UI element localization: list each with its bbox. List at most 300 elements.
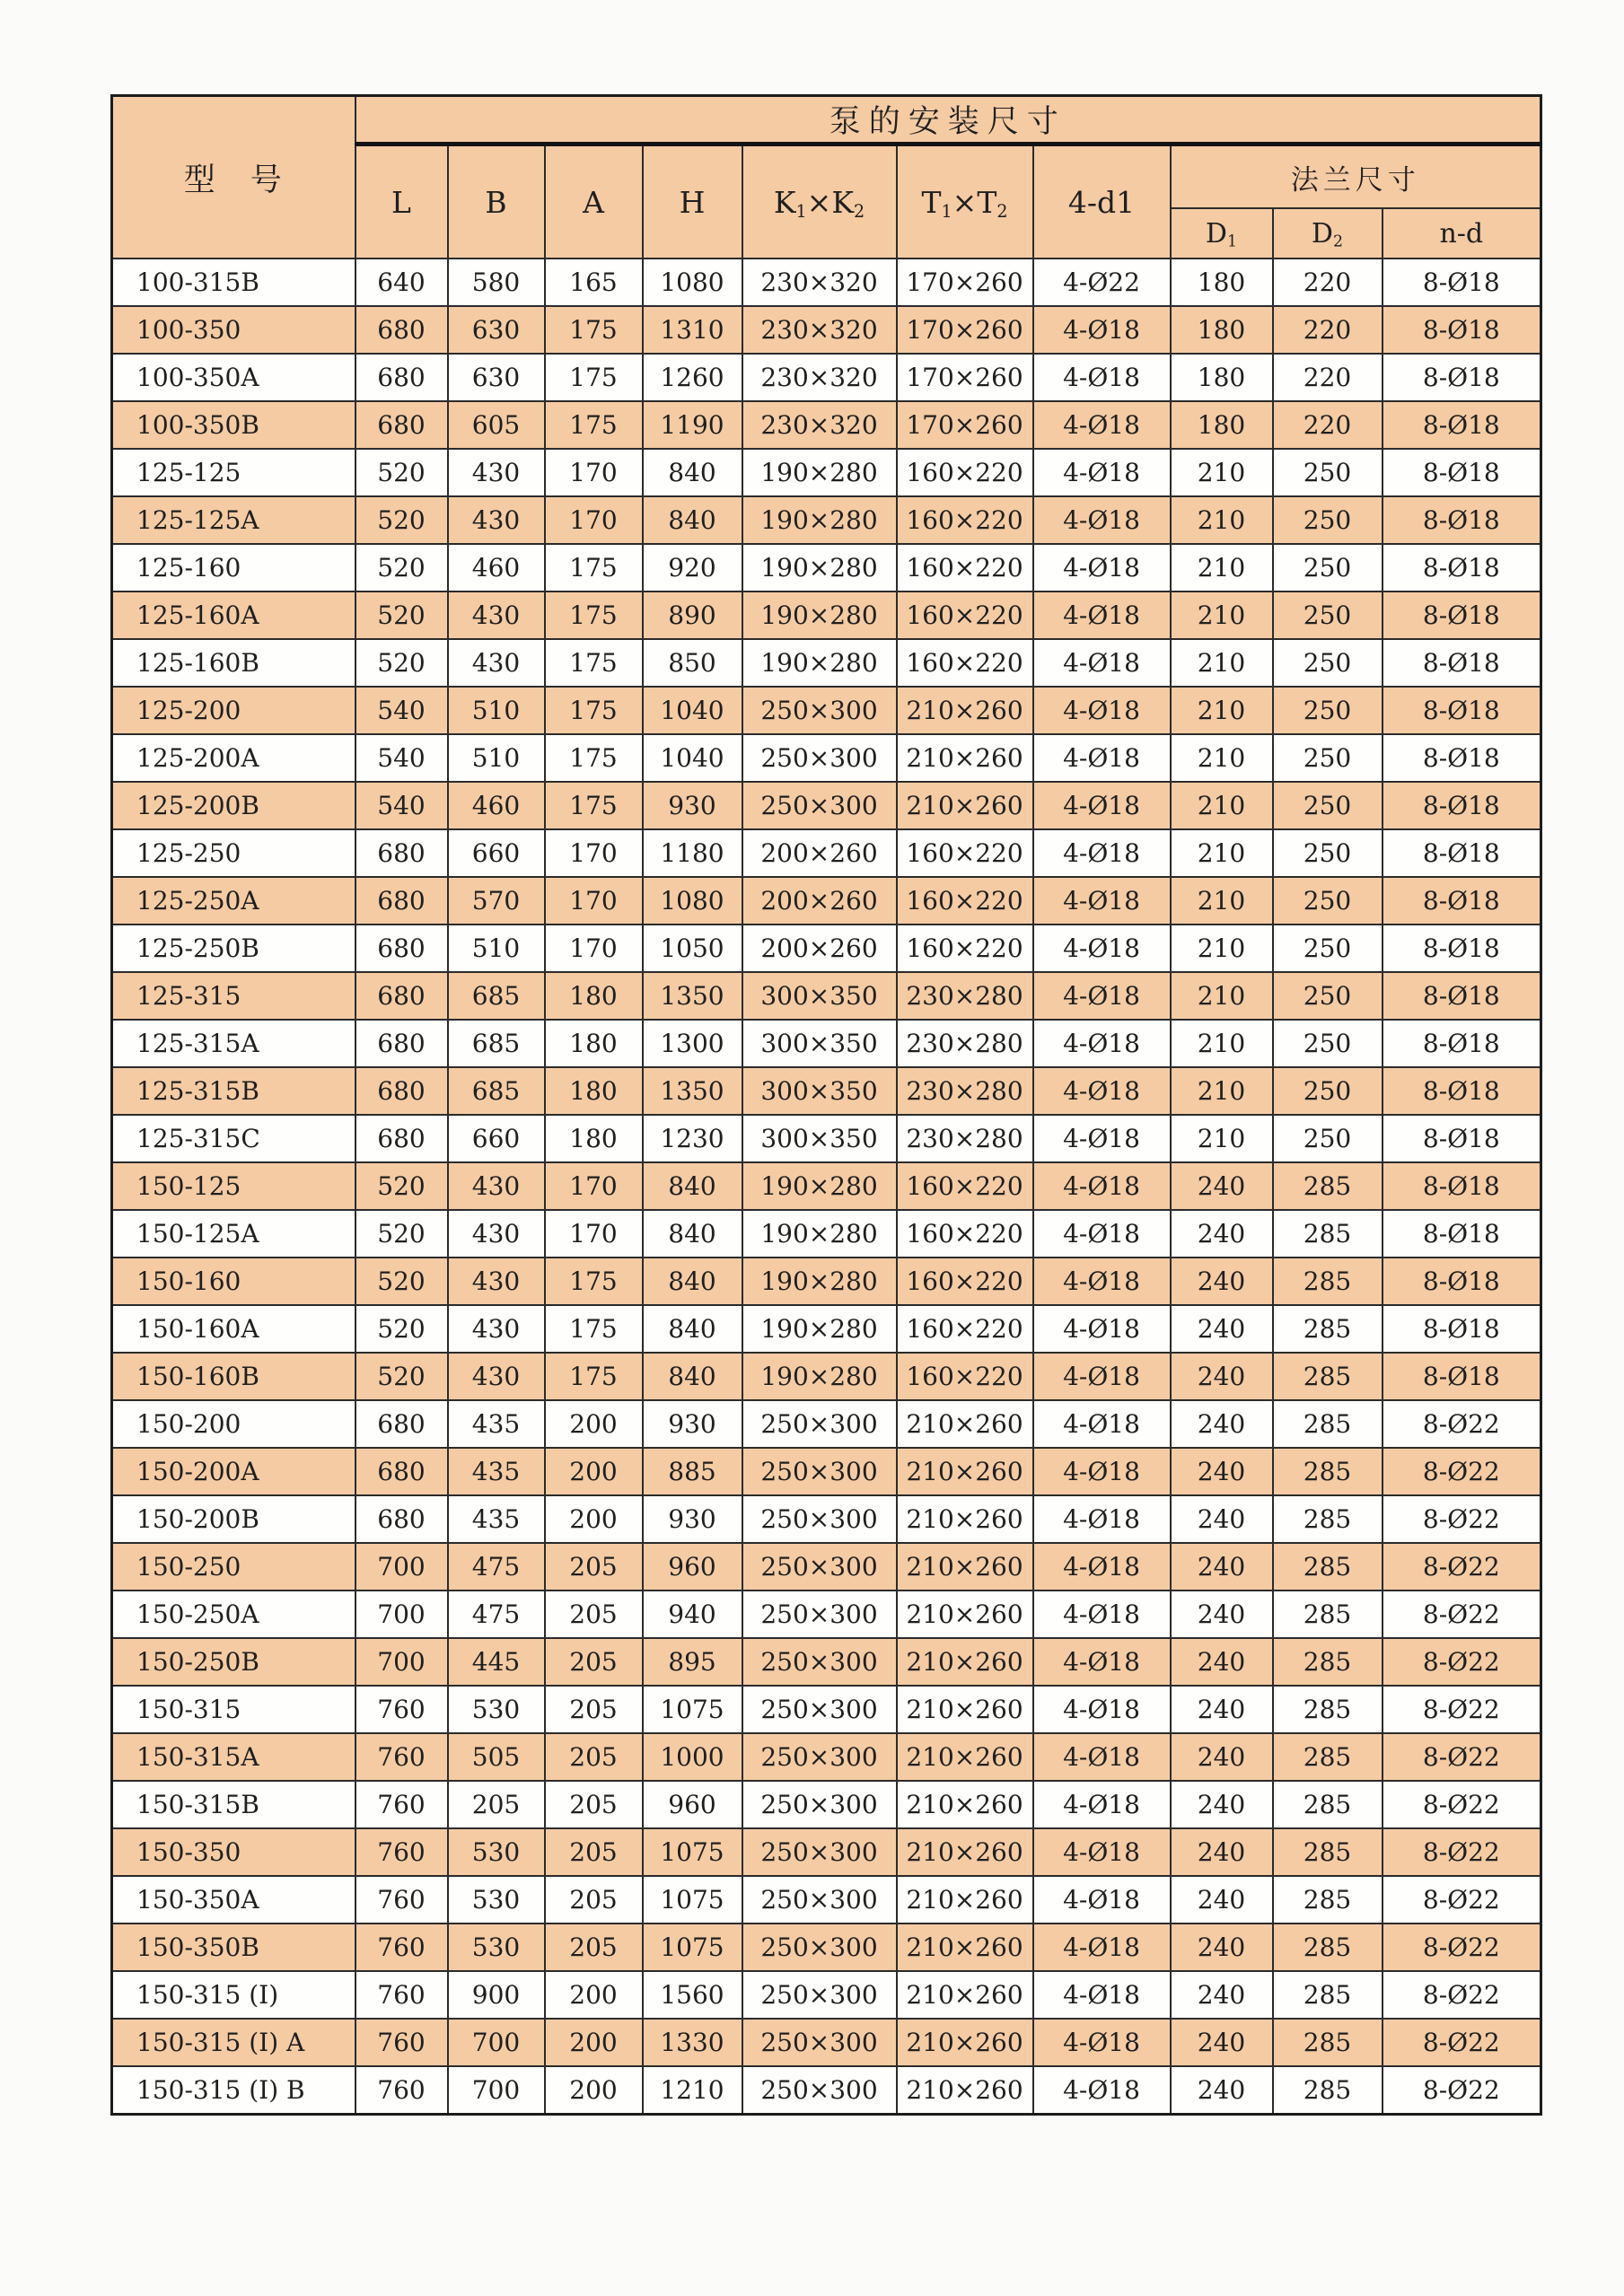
cell-D2: 220 [1273,354,1383,401]
cell-T1xT2: 210×260 [897,1876,1033,1924]
cell-model: 150-315 (I) A [112,2019,356,2066]
cell-T1xT2: 210×260 [897,1400,1033,1448]
cell-nd: 8-Ø18 [1383,639,1541,687]
cell-A: 175 [545,354,643,401]
cell-H: 895 [643,1638,742,1686]
cell-D1: 240 [1171,1638,1273,1686]
cell-model: 125-250 [112,829,356,877]
t2-base: T [977,184,997,220]
cell-nd: 8-Ø18 [1383,925,1541,972]
cell-H: 1075 [643,1924,742,1971]
cell-B: 570 [448,877,545,925]
cell-D2: 285 [1273,1971,1383,2019]
cell-H: 840 [643,496,742,544]
cell-B: 430 [448,496,545,544]
cell-T1xT2: 210×260 [897,1733,1033,1781]
cell-H: 1075 [643,1686,742,1733]
cell-model: 125-315B [112,1067,356,1115]
cell-4d1: 4-Ø18 [1033,829,1171,877]
multiply-sign: × [806,184,832,220]
cell-4d1: 4-Ø18 [1033,1828,1171,1876]
cell-nd: 8-Ø18 [1383,1115,1541,1162]
table-row [112,544,1541,592]
cell-T1xT2: 160×220 [897,1353,1033,1400]
cell-model: 125-315 [112,972,356,1020]
cell-D1: 210 [1171,972,1273,1020]
cell-D2: 285 [1273,2066,1383,2115]
cell-4d1: 4-Ø18 [1033,544,1171,592]
cell-L: 680 [356,1495,448,1543]
cell-model: 125-125A [112,496,356,544]
cell-K1xK2: 190×280 [742,1353,897,1400]
cell-nd: 8-Ø22 [1383,1924,1541,1971]
cell-B: 430 [448,1162,545,1210]
cell-model: 100-350B [112,401,356,449]
cell-model: 150-315A [112,1733,356,1781]
cell-T1xT2: 210×260 [897,1828,1033,1876]
cell-L: 520 [356,544,448,592]
cell-B: 685 [448,1020,545,1067]
table-row [112,1733,1541,1781]
cell-A: 200 [545,1971,643,2019]
header-col-4d1: 4-d1 [1033,145,1171,259]
cell-4d1: 4-Ø18 [1033,449,1171,496]
cell-D1: 240 [1171,1591,1273,1638]
cell-T1xT2: 210×260 [897,2019,1033,2066]
cell-model: 150-250 [112,1543,356,1591]
cell-K1xK2: 200×260 [742,877,897,925]
cell-H: 1075 [643,1828,742,1876]
cell-4d1: 4-Ø18 [1033,877,1171,925]
cell-H: 885 [643,1448,742,1495]
table-row [112,496,1541,544]
cell-4d1: 4-Ø18 [1033,972,1171,1020]
cell-nd: 8-Ø22 [1383,1591,1541,1638]
cell-D1: 210 [1171,449,1273,496]
table-row [112,1781,1541,1828]
cell-D2: 220 [1273,401,1383,449]
cell-K1xK2: 300×350 [742,1067,897,1115]
cell-A: 175 [545,782,643,829]
cell-L: 760 [356,2066,448,2115]
cell-B: 460 [448,782,545,829]
cell-model: 150-250A [112,1591,356,1638]
cell-model: 150-200 [112,1400,356,1448]
cell-4d1: 4-Ø18 [1033,1020,1171,1067]
cell-model: 125-315A [112,1020,356,1067]
table-row [112,1971,1541,2019]
cell-D2: 250 [1273,496,1383,544]
cell-K1xK2: 190×280 [742,449,897,496]
cell-T1xT2: 210×260 [897,1971,1033,2019]
table-row [112,2066,1541,2115]
cell-D2: 285 [1273,1495,1383,1543]
cell-D1: 240 [1171,1733,1273,1781]
cell-nd: 8-Ø18 [1383,496,1541,544]
cell-4d1: 4-Ø18 [1033,1448,1171,1495]
cell-4d1: 4-Ø18 [1033,354,1171,401]
cell-nd: 8-Ø22 [1383,1400,1541,1448]
cell-H: 1075 [643,1876,742,1924]
header-col-B: B [448,145,545,259]
cell-nd: 8-Ø18 [1383,1162,1541,1210]
d1-base: D [1205,217,1227,250]
table-row [112,1067,1541,1115]
cell-model: 150-350B [112,1924,356,1971]
cell-A: 205 [545,1591,643,1638]
cell-A: 170 [545,1210,643,1258]
cell-K1xK2: 230×320 [742,401,897,449]
cell-B: 510 [448,734,545,782]
cell-D1: 240 [1171,1400,1273,1448]
cell-A: 175 [545,1305,643,1353]
cell-H: 960 [643,1781,742,1828]
cell-L: 680 [356,306,448,354]
cell-T1xT2: 170×260 [897,354,1033,401]
cell-B: 430 [448,1210,545,1258]
cell-model: 125-200A [112,734,356,782]
table-row [112,639,1541,687]
table-row [112,1210,1541,1258]
cell-4d1: 4-Ø18 [1033,1400,1171,1448]
cell-B: 460 [448,544,545,592]
k1-subscript: 1 [795,200,807,222]
cell-H: 1310 [643,306,742,354]
cell-D2: 250 [1273,734,1383,782]
cell-4d1: 4-Ø18 [1033,1591,1171,1638]
cell-H: 1190 [643,401,742,449]
cell-D2: 285 [1273,1162,1383,1210]
cell-D1: 240 [1171,1258,1273,1305]
cell-L: 520 [356,1210,448,1258]
cell-4d1: 4-Ø18 [1033,496,1171,544]
table-row [112,1638,1541,1686]
cell-D2: 285 [1273,1686,1383,1733]
cell-H: 930 [643,1400,742,1448]
cell-4d1: 4-Ø18 [1033,639,1171,687]
cell-K1xK2: 250×300 [742,1971,897,2019]
cell-4d1: 4-Ø18 [1033,1686,1171,1733]
table-row [112,829,1541,877]
cell-nd: 8-Ø18 [1383,1353,1541,1400]
cell-L: 760 [356,1686,448,1733]
cell-model: 150-315 [112,1686,356,1733]
cell-model: 100-350 [112,306,356,354]
cell-model: 125-250B [112,925,356,972]
cell-model: 150-350A [112,1876,356,1924]
cell-L: 760 [356,1828,448,1876]
cell-4d1: 4-Ø18 [1033,401,1171,449]
cell-D1: 240 [1171,1876,1273,1924]
cell-L: 540 [356,734,448,782]
cell-H: 1050 [643,925,742,972]
cell-D2: 285 [1273,1876,1383,1924]
cell-T1xT2: 210×260 [897,734,1033,782]
cell-L: 520 [356,1162,448,1210]
cell-A: 180 [545,1020,643,1067]
cell-A: 200 [545,1400,643,1448]
cell-model: 125-200B [112,782,356,829]
header-row-top [112,96,1541,145]
cell-K1xK2: 250×300 [742,687,897,734]
cell-K1xK2: 250×300 [742,2019,897,2066]
cell-nd: 8-Ø22 [1383,1638,1541,1686]
cell-nd: 8-Ø18 [1383,1258,1541,1305]
cell-B: 530 [448,1686,545,1733]
table-row [112,1543,1541,1591]
cell-L: 680 [356,1067,448,1115]
cell-H: 1260 [643,354,742,401]
cell-A: 175 [545,592,643,639]
table-row [112,925,1541,972]
cell-H: 1000 [643,1733,742,1781]
cell-nd: 8-Ø22 [1383,1971,1541,2019]
cell-K1xK2: 190×280 [742,1258,897,1305]
cell-L: 680 [356,354,448,401]
cell-A: 175 [545,1258,643,1305]
cell-D1: 240 [1171,2066,1273,2115]
cell-L: 760 [356,1924,448,1971]
t1-subscript: 1 [941,200,952,222]
cell-T1xT2: 230×280 [897,972,1033,1020]
cell-B: 580 [448,259,545,306]
cell-D2: 285 [1273,1638,1383,1686]
table-row [112,972,1541,1020]
cell-nd: 8-Ø18 [1383,687,1541,734]
cell-T1xT2: 160×220 [897,544,1033,592]
cell-D2: 250 [1273,972,1383,1020]
cell-H: 840 [643,449,742,496]
cell-A: 175 [545,639,643,687]
cell-D2: 250 [1273,544,1383,592]
cell-model: 125-125 [112,449,356,496]
table-row [112,1828,1541,1876]
table-row [112,354,1541,401]
cell-B: 430 [448,1305,545,1353]
header-col-H: H [643,145,742,259]
cell-T1xT2: 160×220 [897,1210,1033,1258]
cell-B: 605 [448,401,545,449]
cell-A: 175 [545,734,643,782]
cell-H: 920 [643,544,742,592]
cell-H: 1350 [643,1067,742,1115]
cell-4d1: 4-Ø18 [1033,2066,1171,2115]
cell-D2: 285 [1273,1353,1383,1400]
cell-4d1: 4-Ø22 [1033,259,1171,306]
cell-H: 1180 [643,829,742,877]
cell-K1xK2: 250×300 [742,1448,897,1495]
cell-D2: 285 [1273,1448,1383,1495]
cell-D1: 240 [1171,1543,1273,1591]
cell-nd: 8-Ø18 [1383,877,1541,925]
cell-H: 930 [643,1495,742,1543]
table-row [112,734,1541,782]
cell-A: 175 [545,544,643,592]
table-row [112,687,1541,734]
cell-K1xK2: 250×300 [742,1924,897,1971]
cell-4d1: 4-Ø18 [1033,1258,1171,1305]
cell-model: 150-125 [112,1162,356,1210]
d1-subscript: 1 [1226,232,1238,250]
cell-4d1: 4-Ø18 [1033,1924,1171,1971]
cell-model: 150-315 (I) B [112,2066,356,2115]
cell-4d1: 4-Ø18 [1033,1733,1171,1781]
cell-D1: 180 [1171,354,1273,401]
d2-base: D [1311,217,1333,250]
cell-L: 540 [356,782,448,829]
table-row [112,2019,1541,2066]
cell-nd: 8-Ø22 [1383,1495,1541,1543]
header-col-nd: n-d [1383,208,1541,259]
cell-T1xT2: 210×260 [897,1543,1033,1591]
cell-L: 680 [356,877,448,925]
cell-nd: 8-Ø18 [1383,592,1541,639]
cell-T1xT2: 160×220 [897,877,1033,925]
cell-T1xT2: 210×260 [897,1591,1033,1638]
cell-D2: 285 [1273,1258,1383,1305]
cell-K1xK2: 250×300 [742,1495,897,1543]
header-col-T1xT2 [897,145,1033,259]
cell-K1xK2: 250×300 [742,734,897,782]
cell-D1: 210 [1171,925,1273,972]
cell-D1: 240 [1171,1924,1273,1971]
cell-D1: 240 [1171,2019,1273,2066]
cell-T1xT2: 160×220 [897,1258,1033,1305]
cell-nd: 8-Ø22 [1383,1781,1541,1828]
cell-B: 505 [448,1733,545,1781]
cell-D2: 285 [1273,1781,1383,1828]
cell-L: 520 [356,1305,448,1353]
table-header [112,96,1541,259]
cell-B: 510 [448,687,545,734]
cell-T1xT2: 160×220 [897,496,1033,544]
table-body [112,259,1541,2115]
cell-T1xT2: 230×280 [897,1020,1033,1067]
cell-D2: 285 [1273,1924,1383,1971]
cell-L: 520 [356,639,448,687]
cell-A: 170 [545,829,643,877]
cell-H: 1080 [643,259,742,306]
cell-model: 150-250B [112,1638,356,1686]
cell-A: 170 [545,1162,643,1210]
table-row [112,1162,1541,1210]
cell-K1xK2: 250×300 [742,782,897,829]
cell-B: 530 [448,1828,545,1876]
cell-4d1: 4-Ø18 [1033,782,1171,829]
cell-T1xT2: 160×220 [897,449,1033,496]
cell-K1xK2: 190×280 [742,496,897,544]
table-row [112,259,1541,306]
cell-L: 760 [356,1971,448,2019]
cell-nd: 8-Ø22 [1383,1448,1541,1495]
cell-A: 180 [545,1067,643,1115]
cell-H: 840 [643,1353,742,1400]
k2-subscript: 2 [853,200,865,222]
cell-B: 435 [448,1400,545,1448]
cell-T1xT2: 160×220 [897,925,1033,972]
cell-L: 700 [356,1638,448,1686]
cell-D2: 250 [1273,782,1383,829]
cell-4d1: 4-Ø18 [1033,1115,1171,1162]
cell-K1xK2: 250×300 [742,1400,897,1448]
cell-A: 175 [545,1353,643,1400]
cell-L: 540 [356,687,448,734]
cell-K1xK2: 230×320 [742,259,897,306]
cell-model: 150-160 [112,1258,356,1305]
cell-K1xK2: 190×280 [742,1305,897,1353]
cell-L: 680 [356,401,448,449]
cell-D2: 250 [1273,449,1383,496]
cell-D1: 210 [1171,782,1273,829]
cell-A: 170 [545,877,643,925]
header-col-A: A [545,145,643,259]
cell-D2: 285 [1273,1543,1383,1591]
cell-B: 510 [448,925,545,972]
cell-T1xT2: 210×260 [897,2066,1033,2115]
cell-T1xT2: 160×220 [897,639,1033,687]
cell-H: 940 [643,1591,742,1638]
table-row [112,1305,1541,1353]
cell-H: 1300 [643,1020,742,1067]
cell-L: 760 [356,2019,448,2066]
cell-H: 840 [643,1162,742,1210]
cell-B: 445 [448,1638,545,1686]
cell-L: 760 [356,1876,448,1924]
cell-D2: 250 [1273,1067,1383,1115]
cell-B: 685 [448,1067,545,1115]
cell-model: 150-125A [112,1210,356,1258]
cell-L: 680 [356,972,448,1020]
cell-H: 840 [643,1210,742,1258]
cell-A: 205 [545,1638,643,1686]
cell-model: 150-160A [112,1305,356,1353]
cell-B: 660 [448,829,545,877]
table-row [112,1686,1541,1733]
cell-K1xK2: 190×280 [742,1162,897,1210]
cell-D1: 210 [1171,1115,1273,1162]
table-row [112,782,1541,829]
cell-A: 170 [545,925,643,972]
cell-H: 930 [643,782,742,829]
cell-T1xT2: 210×260 [897,1686,1033,1733]
header-col-K1xK2 [742,145,897,259]
header-install-title: 泵的安装尺寸 [356,96,1541,145]
header-col-L: L [356,145,448,259]
cell-L: 680 [356,1448,448,1495]
cell-T1xT2: 160×220 [897,829,1033,877]
cell-D1: 240 [1171,1353,1273,1400]
cell-D1: 240 [1171,1162,1273,1210]
cell-T1xT2: 210×260 [897,1638,1033,1686]
cell-D1: 240 [1171,1448,1273,1495]
cell-model: 100-350A [112,354,356,401]
cell-D1: 210 [1171,639,1273,687]
cell-model: 150-315B [112,1781,356,1828]
cell-D2: 285 [1273,2019,1383,2066]
cell-H: 1210 [643,2066,742,2115]
cell-D2: 285 [1273,1591,1383,1638]
cell-4d1: 4-Ø18 [1033,734,1171,782]
cell-4d1: 4-Ø18 [1033,592,1171,639]
cell-K1xK2: 300×350 [742,1020,897,1067]
cell-L: 520 [356,1258,448,1305]
cell-nd: 8-Ø18 [1383,449,1541,496]
table-row [112,1495,1541,1543]
cell-model: 150-315 (I) [112,1971,356,2019]
cell-A: 200 [545,1495,643,1543]
cell-K1xK2: 250×300 [742,1638,897,1686]
cell-D1: 210 [1171,1067,1273,1115]
